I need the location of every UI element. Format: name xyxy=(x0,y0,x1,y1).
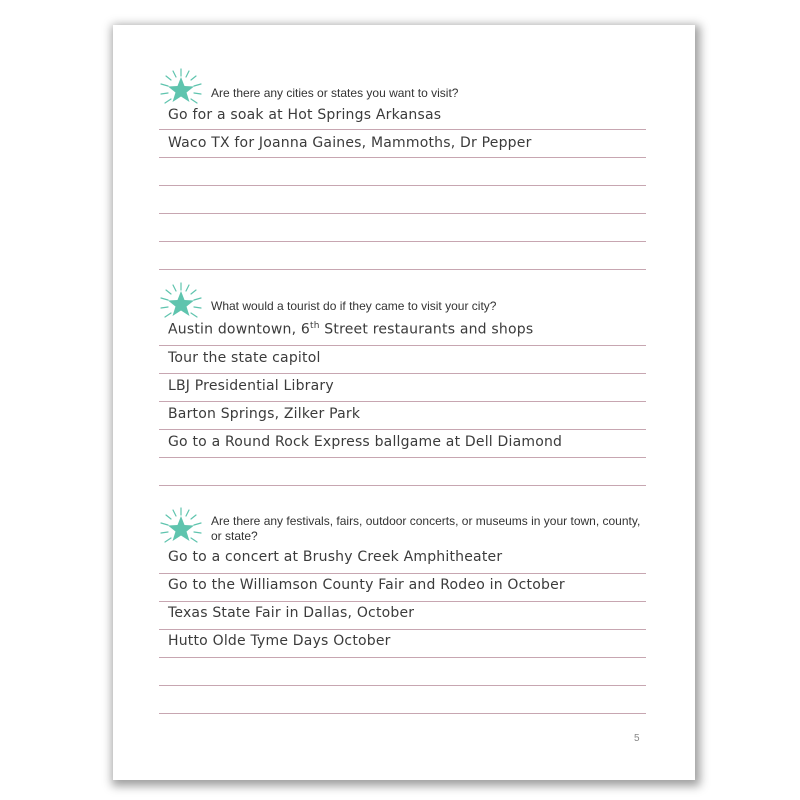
prompt-text: What would a tourist do if they came to visit your city? xyxy=(211,299,497,313)
ruled-line xyxy=(159,373,646,374)
answer-line-5[interactable]: Go to a Round Rock Express ballgame at Dell Diamond xyxy=(168,434,563,450)
star-burst-icon xyxy=(159,282,203,326)
ruled-line xyxy=(159,713,646,714)
ruled-line xyxy=(159,685,646,686)
workbook-page xyxy=(113,25,695,780)
prompt-text: Are there any cities or states you want to visit? xyxy=(211,86,459,100)
star-burst-icon xyxy=(159,507,203,551)
ruled-line xyxy=(159,269,646,270)
answer-line-2[interactable]: Waco TX for Joanna Gaines, Mammoths, Dr Pepper xyxy=(168,135,532,151)
answer-line-4[interactable]: Barton Springs, Zilker Park xyxy=(168,406,361,422)
ruled-line xyxy=(159,213,646,214)
ordinal-suffix: th xyxy=(310,321,320,331)
answer-line-2[interactable]: Tour the state capitol xyxy=(168,350,321,366)
ruled-line xyxy=(159,345,646,346)
answer-line-1[interactable] xyxy=(168,321,638,338)
ruled-line xyxy=(159,657,646,658)
ruled-line xyxy=(159,485,646,486)
prompt-text: Are there any festivals, fairs, outdoor concerts, or museums in your town, county, or state? xyxy=(211,514,641,543)
page-number: 5 xyxy=(634,733,640,744)
answer-line-1[interactable]: Go for a soak at Hot Springs Arkansas xyxy=(168,107,442,123)
ruled-line xyxy=(159,573,646,574)
answer-line-1[interactable]: Go to a concert at Brushy Creek Amphitheater xyxy=(168,549,503,565)
answer-line-3[interactable]: Texas State Fair in Dallas, October xyxy=(168,605,415,621)
answer-text: Austin downtown, 6 xyxy=(168,321,311,338)
ruled-line xyxy=(159,429,646,430)
ruled-line xyxy=(159,129,646,130)
ruled-line xyxy=(159,185,646,186)
ruled-line xyxy=(159,629,646,630)
ruled-line xyxy=(159,241,646,242)
answer-line-2[interactable]: Go to the Williamson County Fair and Rodeo in October xyxy=(168,577,565,593)
answer-line-4[interactable]: Hutto Olde Tyme Days October xyxy=(168,633,391,649)
star-burst-icon xyxy=(159,68,203,112)
ruled-line xyxy=(159,601,646,602)
ruled-line xyxy=(159,157,646,158)
ruled-line xyxy=(159,401,646,402)
ruled-line xyxy=(159,457,646,458)
answer-text: Street restaurants and shops xyxy=(319,321,534,338)
answer-line-3[interactable]: LBJ Presidential Library xyxy=(168,378,334,394)
